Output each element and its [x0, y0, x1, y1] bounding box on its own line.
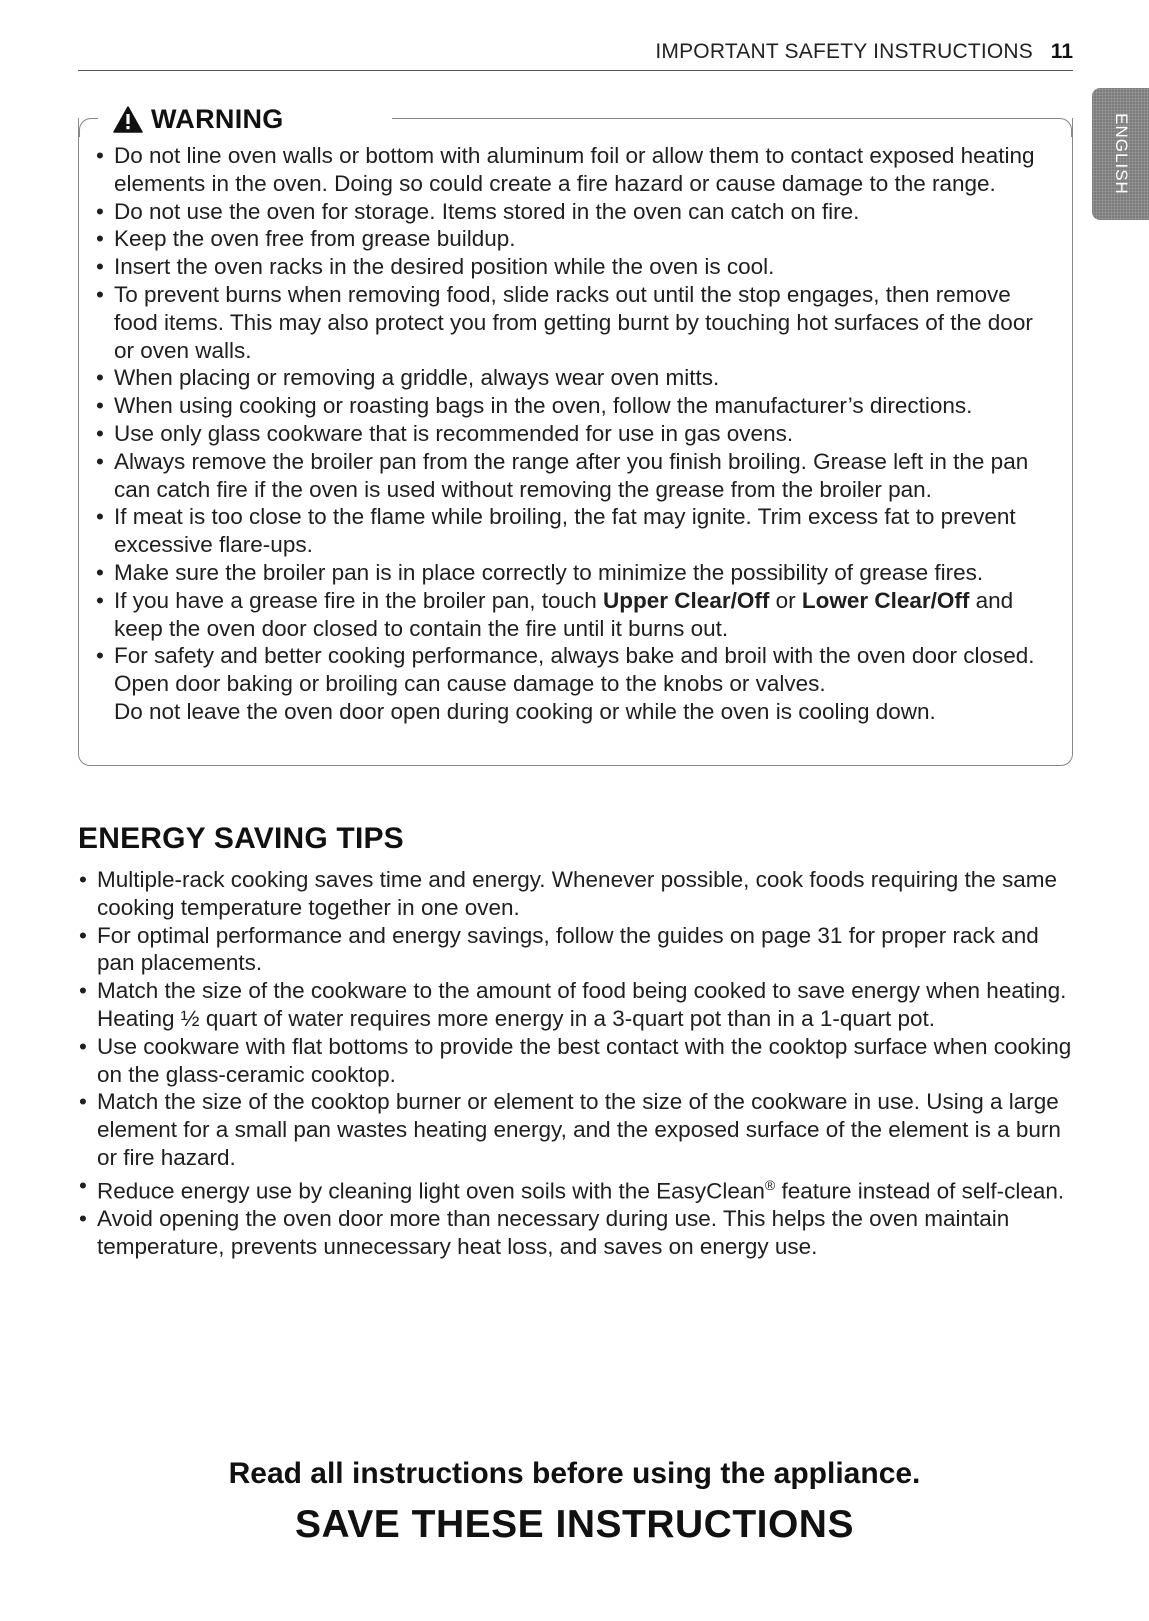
- warning-item: • When using cooking or roasting bags in the oven, follow the manufacturer’s directions.: [95, 392, 1055, 420]
- warning-item: • If meat is too close to the flame while broiling, the fat may ignite. Trim excess fat to prevent excessive flare-ups.: [95, 503, 1055, 559]
- warning-item: • Always remove the broiler pan from the range after you finish broiling. Grease left in the pan can catch fire if the oven is used without removing the grease from the broiler pan.: [95, 448, 1055, 504]
- warning-item: • Do not line oven walls or bottom with aluminum foil or allow them to contact exposed heating elements in the oven. Doing so could create a fire hazard or cause damage to the range.: [95, 142, 1055, 198]
- warning-triangle-icon: [113, 106, 143, 133]
- warning-item: • When placing or removing a griddle, always wear oven mitts.: [95, 364, 1055, 392]
- page-number: 11: [1050, 40, 1073, 63]
- language-tab-label: ENGLISH: [1111, 113, 1131, 195]
- warning-item: • Make sure the broiler pan is in place correctly to minimize the possibility of grease fires.: [95, 559, 1055, 587]
- energy-tip: • Use cookware with flat bottoms to provide the best contact with the cooktop surface when cooking on the glass-ceramic cooktop.: [78, 1033, 1078, 1089]
- energy-tip-easyclean: • Reduce energy use by cleaning light oven soils with the EasyClean® feature instead of self-clean.: [78, 1172, 1078, 1205]
- language-tab: [1092, 88, 1149, 220]
- energy-tip: • For optimal performance and energy savings, follow the guides on page 31 for proper rack and pan placements.: [78, 922, 1078, 978]
- energy-tip: • Avoid opening the oven door more than necessary during use. This helps the oven maintain temperature, prevents unnecessary heat loss, and saves on energy use.: [78, 1205, 1078, 1261]
- warning-item: • Insert the oven racks in the desired position while the oven is cool.: [95, 253, 1055, 281]
- header-title: IMPORTANT SAFETY INSTRUCTIONS: [655, 40, 1033, 63]
- warning-item-door-closed: • For safety and better cooking performance, always bake and broil with the oven door closed. Open door baking or broiling can cause damage to the knobs or valves. Do not leave the oven door open during cooking or while the oven is cooling down.: [95, 642, 1055, 725]
- warning-item: • To prevent burns when removing food, slide racks out until the stop engages, then remove food items. This may also protect you from getting burnt by touching hot surfaces of the door or oven walls.: [95, 281, 1055, 364]
- warning-item: • Do not use the oven for storage. Items stored in the oven can catch on fire.: [95, 198, 1055, 226]
- warning-item-grease-fire: • If you have a grease fire in the broiler pan, touch Upper Clear/Off or Lower Clear/Off and keep the oven door closed to contain the fire until it burns out.: [95, 587, 1055, 643]
- warning-box-corner: [79, 118, 98, 137]
- warning-list: [95, 142, 1055, 726]
- upper-clear-off-key: Upper Clear/Off: [603, 587, 770, 613]
- warning-heading: [107, 102, 290, 136]
- lower-clear-off-key: Lower Clear/Off: [801, 587, 970, 613]
- energy-tip: • Multiple-rack cooking saves time and energy. Whenever possible, cook foods requiring the same cooking temperature together in one oven.: [78, 866, 1078, 922]
- energy-tips-list: [78, 866, 1078, 1261]
- page-header: [78, 36, 1073, 71]
- warning-item: • Keep the oven free from grease buildup.: [95, 225, 1055, 253]
- energy-saving-title: ENERGY SAVING TIPS: [78, 822, 404, 855]
- warning-item: • Use only glass cookware that is recommended for use in gas ovens.: [95, 420, 1055, 448]
- warning-label: WARNING: [151, 103, 284, 134]
- read-instructions-note: Read all instructions before using the appliance.: [228, 1457, 921, 1490]
- warning-box-topline: [392, 118, 1072, 137]
- warning-box: [78, 103, 1073, 766]
- energy-tip: • Match the size of the cookware to the amount of food being cooked to save energy when heating. Heating ½ quart of water requires more energy in a 3-quart pot than in a 1-quart pot.: [78, 977, 1078, 1033]
- energy-tip: • Match the size of the cooktop burner or element to the size of the cookware in use. Using a large element for a small pan wastes heating energy, and the exposed surface of the element is a burn or fire hazard.: [78, 1088, 1078, 1171]
- save-instructions-heading: SAVE THESE INSTRUCTIONS: [294, 1503, 854, 1546]
